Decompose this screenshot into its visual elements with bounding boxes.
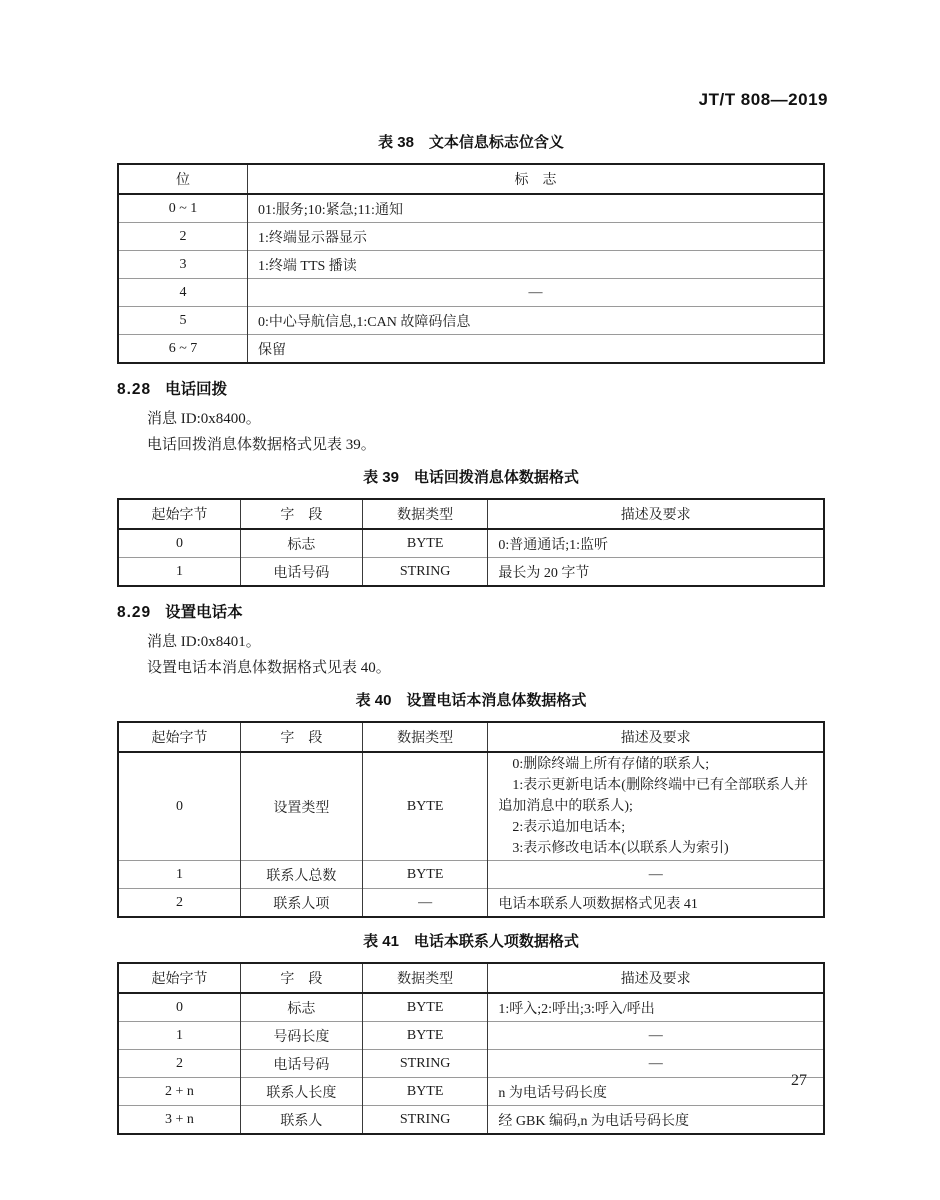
page-number: 27 (791, 1072, 807, 1089)
header-row (118, 722, 824, 752)
cell: 0 (118, 993, 240, 1022)
standard-table (117, 721, 825, 918)
table-row (118, 223, 824, 251)
cell: BYTE (362, 752, 487, 861)
cell: — (362, 889, 487, 918)
column-header: 起始字节 (118, 722, 240, 752)
table-row (118, 752, 824, 861)
table39 (117, 498, 825, 587)
column-header: 数据类型 (362, 499, 487, 529)
table-row (118, 993, 824, 1022)
table-row (118, 1106, 824, 1135)
standard-table (117, 498, 825, 587)
table41-title: 表 41 电话本联系人项数据格式 (363, 933, 579, 950)
table-row (118, 307, 824, 335)
table-row (118, 1022, 824, 1050)
table39-title: 表 39 电话回拨消息体数据格式 (363, 469, 579, 486)
cell: 保留 (248, 335, 824, 364)
section-number: 8.29 (117, 604, 152, 621)
cell: BYTE (362, 861, 487, 889)
table38-title: 表 38 文本信息标志位含义 (378, 134, 564, 151)
cell: 4 (118, 279, 248, 307)
cell: 1:呼入;2:呼出;3:呼入/呼出 (488, 993, 824, 1022)
cell: BYTE (362, 993, 487, 1022)
cell: BYTE (362, 1078, 487, 1106)
header-row (118, 164, 824, 194)
cell-line: 3:表示修改电话本(以联系人为索引) (512, 841, 729, 856)
cell: 联系人总数 (240, 861, 362, 889)
table41 (117, 962, 825, 1135)
cell (488, 752, 824, 861)
cell-line: 0:删除终端上所有存储的联系人; (512, 757, 710, 772)
column-header: 描述及要求 (488, 963, 824, 993)
table-row (118, 861, 824, 889)
cell: 6 ~ 7 (118, 335, 248, 364)
cell: 联系人项 (240, 889, 362, 918)
paragraph-message-id-8400: 消息 ID:0x8400。 (147, 411, 261, 427)
column-header: 数据类型 (362, 722, 487, 752)
cell: STRING (362, 558, 487, 587)
cell: 1 (118, 558, 240, 587)
section-8-29-heading (117, 603, 825, 623)
cell: 设置类型 (240, 752, 362, 861)
table-row (118, 558, 824, 587)
cell: 标志 (240, 993, 362, 1022)
table-row (118, 279, 824, 307)
cell: STRING (362, 1050, 487, 1078)
table38 (117, 163, 825, 364)
cell: — (488, 861, 824, 889)
paragraph-see-table-39: 电话回拨消息体数据格式见表 39。 (147, 437, 376, 453)
cell: — (488, 1050, 824, 1078)
cell: BYTE (362, 529, 487, 558)
cell: 3 (118, 251, 248, 279)
table40-title: 表 40 设置电话本消息体数据格式 (355, 692, 587, 709)
table40 (117, 721, 825, 918)
cell: 1:终端显示器显示 (248, 223, 824, 251)
cell: 电话号码 (240, 558, 362, 587)
cell: n 为电话号码长度 (488, 1078, 824, 1106)
cell: 5 (118, 307, 248, 335)
paragraph-message-id-8401: 消息 ID:0x8401。 (147, 634, 261, 650)
column-header: 起始字节 (118, 499, 240, 529)
section-8-28-heading (117, 380, 825, 400)
column-header: 起始字节 (118, 963, 240, 993)
cell: 联系人 (240, 1106, 362, 1135)
table-row (118, 889, 824, 918)
cell: 2 (118, 889, 240, 918)
cell: 1:终端 TTS 播读 (248, 251, 824, 279)
cell: 经 GBK 编码,n 为电话号码长度 (488, 1106, 824, 1135)
cell: — (488, 1022, 824, 1050)
cell: 01:服务;10:紧急;11:通知 (248, 194, 824, 223)
column-header: 字 段 (240, 499, 362, 529)
section-number: 8.28 (117, 381, 152, 398)
cell: 最长为 20 字节 (488, 558, 824, 587)
page-content (117, 133, 825, 1135)
cell: 标志 (240, 529, 362, 558)
table-row (118, 194, 824, 223)
cell: BYTE (362, 1022, 487, 1050)
cell: 0:普通通话;1:监听 (488, 529, 824, 558)
cell-line: 2:表示追加电话本; (512, 820, 626, 835)
column-header: 标 志 (248, 164, 824, 194)
cell: 1 (118, 1022, 240, 1050)
cell: 2 (118, 223, 248, 251)
cell: 0 (118, 529, 240, 558)
cell: — (248, 279, 824, 307)
cell: STRING (362, 1106, 487, 1135)
cell: 0 ~ 1 (118, 194, 248, 223)
cell: 0:中心导航信息,1:CAN 故障码信息 (248, 307, 824, 335)
column-header: 数据类型 (362, 963, 487, 993)
table-row (118, 335, 824, 364)
table-row (118, 529, 824, 558)
section-title: 设置电话本 (165, 604, 243, 621)
header-row (118, 963, 824, 993)
cell: 1 (118, 861, 240, 889)
cell: 联系人长度 (240, 1078, 362, 1106)
column-header: 位 (118, 164, 248, 194)
cell: 电话号码 (240, 1050, 362, 1078)
column-header: 字 段 (240, 963, 362, 993)
cell: 电话本联系人项数据格式见表 41 (488, 889, 824, 918)
column-header: 描述及要求 (488, 499, 824, 529)
paragraph-see-table-40: 设置电话本消息体数据格式见表 40。 (147, 660, 391, 676)
standard-table (117, 962, 825, 1135)
standard-table (117, 163, 825, 364)
cell: 3 + n (118, 1106, 240, 1135)
table-row (118, 251, 824, 279)
table-row (118, 1078, 824, 1106)
cell: 0 (118, 752, 240, 861)
cell: 2 (118, 1050, 240, 1078)
section-title: 电话回拨 (165, 381, 228, 398)
header-row (118, 499, 824, 529)
cell: 2 + n (118, 1078, 240, 1106)
column-header: 字 段 (240, 722, 362, 752)
cell-line: 1:表示更新电话本(删除终端中已有全部联系人并追加消息中的联系人); (498, 778, 808, 814)
standard-code: JT/T 808—2019 (698, 90, 828, 109)
cell: 号码长度 (240, 1022, 362, 1050)
column-header: 描述及要求 (488, 722, 824, 752)
table-row (118, 1050, 824, 1078)
